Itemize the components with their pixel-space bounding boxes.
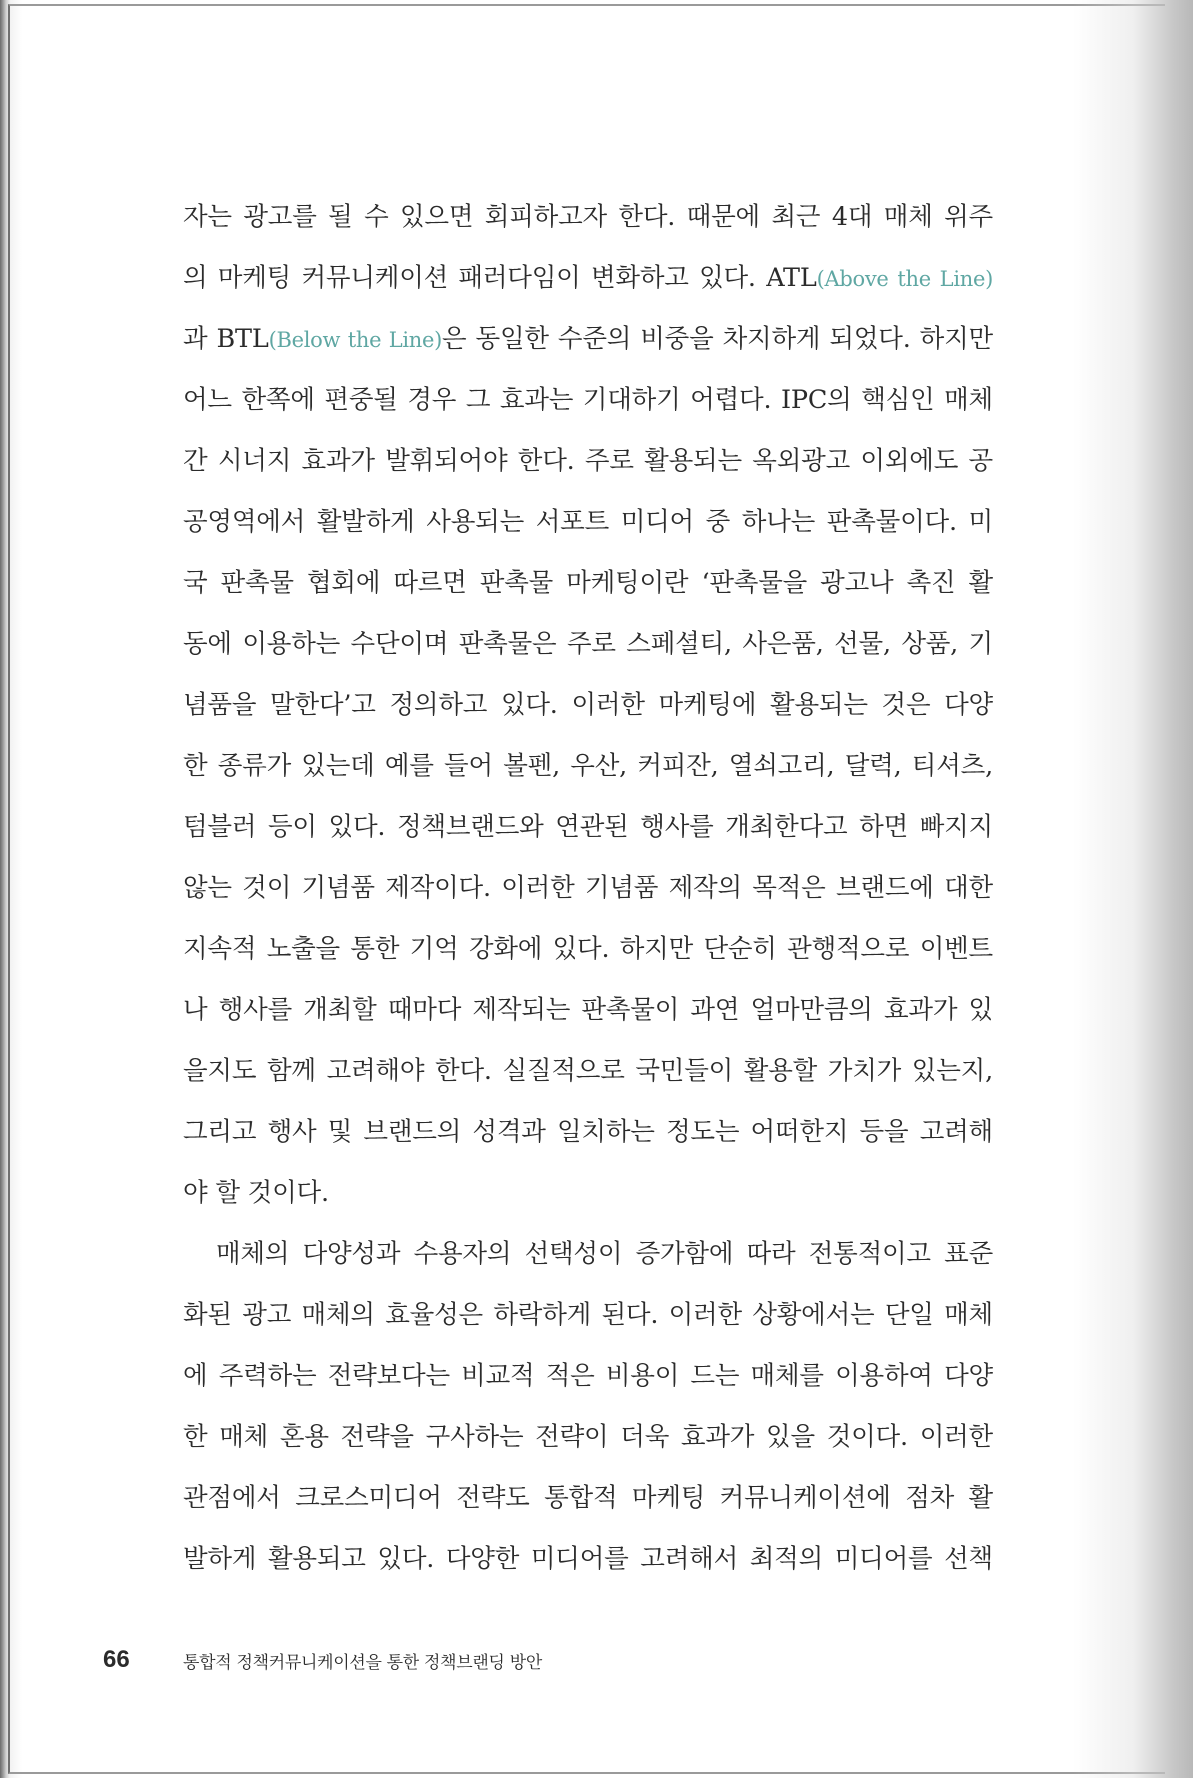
text-line: 그리고 행사 및 브랜드의 성격과 일치하는 정도는 어떠한지 등을 고려해: [183, 1117, 993, 1147]
text-line: 나 행사를 개최할 때마다 제작되는 판촉물이 과연 얼마만큼의 효과가 있: [183, 995, 993, 1025]
text-line: 자는 광고를 될 수 있으면 회피하고자 한다. 때문에 최근 4대 매체 위주: [183, 202, 993, 232]
text-line: 한 매체 혼용 전략을 구사하는 전략이 더욱 효과가 있을 것이다. 이러한: [183, 1422, 993, 1452]
text-line: 에 주력하는 전략보다는 비교적 적은 비용이 드는 매체를 이용하여 다양: [183, 1361, 993, 1391]
text-line: 화된 광고 매체의 효율성은 하락하게 된다. 이러한 상황에서는 단일 매체: [183, 1300, 993, 1330]
text-line: 야 할 것이다.: [183, 1178, 329, 1208]
english-gloss: (Above the Line): [816, 267, 993, 291]
text-line: 념품을 말한다’고 정의하고 있다. 이러한 마케팅에 활용되는 것은 다양: [183, 690, 993, 720]
page-number: 66: [103, 1646, 130, 1673]
page-curl-shadow: [1073, 0, 1193, 1778]
text-line: 과 BTL(Below the Line)은 동일한 수준의 비중을 차지하게 되었다. 하지만: [183, 324, 993, 354]
text-line: 않는 것이 기념품 제작이다. 이러한 기념품 제작의 목적은 브랜드에 대한: [183, 873, 993, 903]
page-footer: [103, 1640, 542, 1680]
text-line: 동에 이용하는 수단이며 판촉물은 주로 스페셜티, 사은품, 선물, 상품, 기: [183, 629, 993, 659]
text-line: 발하게 활용되고 있다. 다양한 미디어를 고려해서 최적의 미디어를 선책: [183, 1544, 993, 1574]
text-line: 관점에서 크로스미디어 전략도 통합적 마케팅 커뮤니케이션에 점차 활: [183, 1483, 993, 1513]
text-line: 을지도 함께 고려해야 한다. 실질적으로 국민들이 활용할 가치가 있는지,: [183, 1056, 993, 1086]
text-line: 지속적 노출을 통한 기억 강화에 있다. 하지만 단순히 관행적으로 이벤트: [183, 934, 993, 964]
text-line: 어느 한쪽에 편중될 경우 그 효과는 기대하기 어렵다. IPC의 핵심인 매체: [183, 385, 993, 415]
text-line: 국 판촉물 협회에 따르면 판촉물 마케팅이란 ‘판촉물을 광고나 촉진 활: [183, 568, 993, 598]
running-title: 통합적 정책커뮤니케이션을 통한 정책브랜딩 방안: [183, 1652, 542, 1673]
text-line: 텀블러 등이 있다. 정책브랜드와 연관된 행사를 개최한다고 하면 빠지지: [183, 812, 993, 842]
text-line: 의 마케팅 커뮤니케이션 패러다임이 변화하고 있다. ATL(Above the Line): [183, 263, 993, 293]
text-line: 매체의 다양성과 수용자의 선택성이 증가함에 따라 전통적이고 표준: [216, 1239, 993, 1269]
text-line: 한 종류가 있는데 예를 들어 볼펜, 우산, 커피잔, 열쇠고리, 달력, 티셔츠,: [183, 751, 993, 781]
text-line: 간 시너지 효과가 발휘되어야 한다. 주로 활용되는 옥외광고 이외에도 공: [183, 446, 993, 476]
body-text: [183, 187, 993, 1590]
text-line: 공영역에서 활발하게 사용되는 서포트 미디어 중 하나는 판촉물이다. 미: [183, 507, 993, 537]
english-gloss: (Below the Line): [268, 328, 443, 352]
